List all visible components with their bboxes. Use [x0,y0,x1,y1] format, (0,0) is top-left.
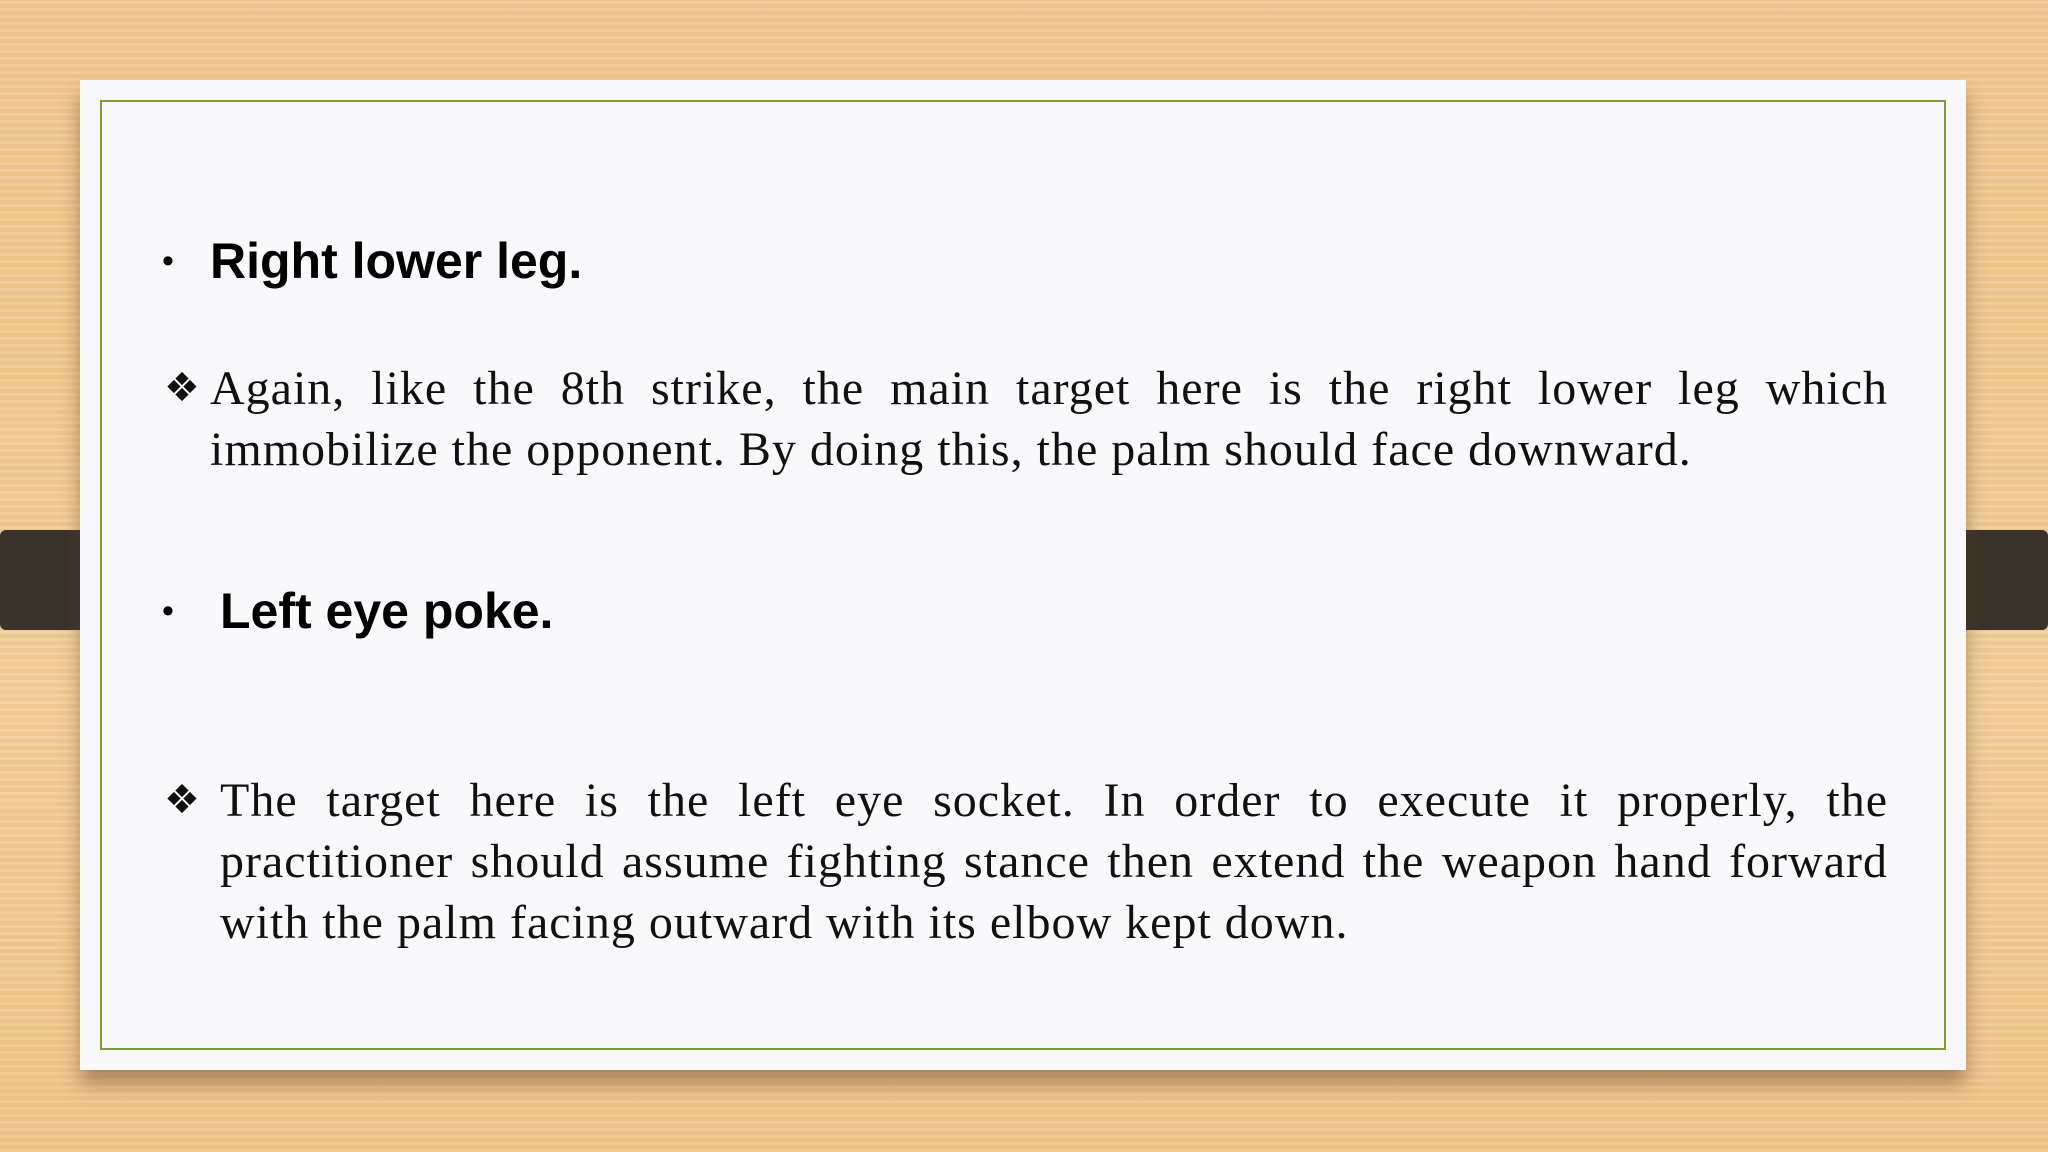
heading-left-eye-poke [162,582,553,640]
detail-left-eye-poke [164,770,1888,953]
detail-text: The target here is the left eye socket. In order to execute it properly, the practitioner should assume fighting stance then extend the weapon hand forward with the palm facing outward with its elbow kept down. [220,774,1888,949]
diamond-bullet-icon: ❖ [164,365,201,411]
detail-text: Again, like the 8th strike, the main target here is the right lower leg which immobilize the opponent. By doing this, the palm should face downward. [210,362,1888,476]
detail-right-lower-leg [164,358,1888,480]
heading-right-lower-leg [162,232,582,290]
heading-text: Right lower leg. [210,233,583,289]
bullet-dot: • [162,591,174,630]
bullet-dot: • [162,241,174,280]
heading-text: Left eye poke. [220,583,554,639]
slide-card [80,80,1966,1070]
diamond-bullet-icon: ❖ [164,777,201,823]
